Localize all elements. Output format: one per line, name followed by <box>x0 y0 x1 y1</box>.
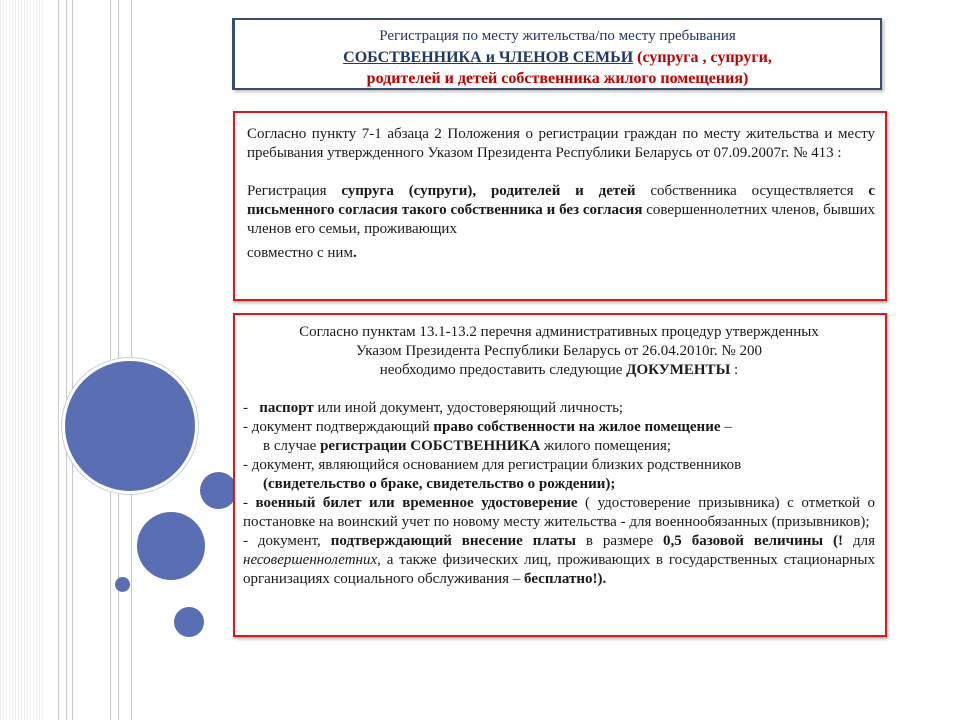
document-item-kinship-cont: (свидетельство о браке, свидетельство о рождении); <box>263 476 616 492</box>
documents-intro-3: необходимо предоставить следующие ДОКУМЕНТЫ : <box>379 362 739 378</box>
slide-title-box <box>232 18 882 90</box>
document-item-kinship: - документ, являющийся основанием для регистрации близких родственников <box>243 457 742 473</box>
decorative-circle-small <box>200 472 237 509</box>
documents-box <box>233 313 887 637</box>
decorative-circle-tiny <box>115 577 130 592</box>
document-item-ownership: - документ подтверждающий право собственности на жилое помещение – <box>243 419 732 435</box>
registration-rule: Регистрация супруга (супруги), родителей и детей собственника осуществляется с письменного согласия такого собственника и без согласия совершеннолетних членов, бывших членов его семьи, проживающих <box>247 183 875 237</box>
registration-rule-end: совместно с ним. <box>247 245 357 261</box>
documents-intro-1: Согласно пунктам 13.1-13.2 перечня административных процедур утвержденных <box>299 324 819 340</box>
document-item-passport: - паспорт или иной документ, удостоверяющий личность; <box>243 400 624 416</box>
title-line-1: Регистрация по месту жительства/по месту пребывания <box>379 28 736 44</box>
decorative-line <box>58 0 59 720</box>
decorative-circle-medium <box>137 512 205 580</box>
title-owner-family: СОБСТВЕННИКА и ЧЛЕНОВ СЕМЬИ <box>343 49 634 66</box>
title-line-2 <box>235 47 880 68</box>
document-item-payment: - документ, подтверждающий внесение платы в размере 0,5 базовой величины (! для несовершеннолетних, а также физических лиц, проживающих в государственных стационарных организациях социального обслуживания – бесплатно!). <box>243 533 875 587</box>
regulation-box <box>233 111 887 301</box>
decorative-circle-small <box>174 607 204 637</box>
documents-intro-2: Указом Президента Республики Беларусь от 26.04.2010г. № 200 <box>356 343 762 359</box>
decorative-circle-large <box>62 358 198 494</box>
decorative-line <box>66 0 67 720</box>
document-item-ownership-cont: в случае регистрации СОБСТВЕННИКА жилого помещения; <box>263 438 672 454</box>
title-relatives-part: (супруга , супруги, <box>633 49 772 66</box>
document-item-military: - военный билет или временное удостоверение ( удостоверение призывника) с отметкой о постановке на воинский учет по новому месту жительства - для военнообязанных (призывников); <box>243 495 876 530</box>
decorative-line <box>72 0 73 720</box>
title-line-3: родителей и детей собственника жилого помещения) <box>366 70 749 87</box>
regulation-reference: Согласно пункту 7-1 абзаца 2 Положения о регистрации граждан по месту жительства и месту пребывания утвержденного Указом Президента Республики Беларусь от 07.09.2007г. № 413 : <box>247 126 875 161</box>
decorative-stripes <box>0 0 44 720</box>
